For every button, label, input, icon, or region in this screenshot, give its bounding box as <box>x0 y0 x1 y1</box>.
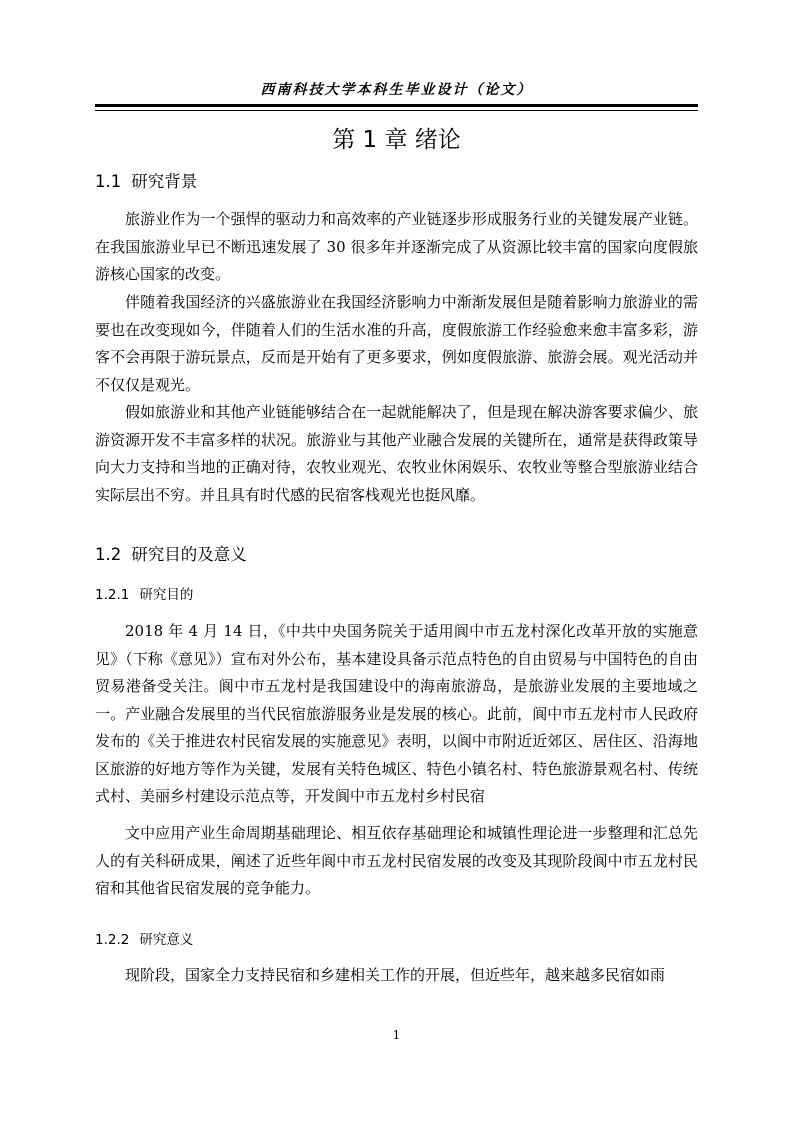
section-heading-1-2 <box>95 541 247 565</box>
subsection-number: 1.2.1 <box>95 587 130 603</box>
section-heading-1-1 <box>95 168 197 192</box>
paragraph-2: 伴随着我国经济的兴盛旅游业在我国经济影响力中渐渐发展但是随着影响力旅游业的需要也在改变现如今，伴随着人们的生活水准的升高，度假旅游工作经验愈来愈丰富多彩，游客不会再限于游玩景点，反而是开始有了更多要求，例如度假旅游、旅游会展。观光活动并不仅仅是观光。 <box>95 293 698 394</box>
paragraph-6: 现阶段，国家全力支持民宿和乡建相关工作的开展，但近些年，越来越多民宿如雨 <box>125 966 666 984</box>
subsection-heading-1-2-2 <box>95 928 193 948</box>
header-rule-thin <box>95 110 698 111</box>
running-header: 西南科技大学本科生毕业设计（论文） <box>260 82 533 98</box>
paragraph-4: 2018 年 4 月 14 日，《中共中央国务院关于适用阆中市五龙村深化改革开放的实施意见》（下称《意见》）宣布对外公布，基本建设具备示范点特色的自由贸易与中国特色的自由贸易港备受关注。阆中市五龙村是我国建设中的海南旅游岛，是旅游业发展的主要地域之一。产业融合发展里的当代民宿旅游服务业是发展的核心。此前，阆中市五龙村市人民政府发布的《关于推进农村民宿发展的实施意见》表明，以阆中市附近近郊区、居住区、沿海地区旅游的好地方等作为关键，发展有关特色城区、特色小镇名村、特色旅游景观名村、传统式村、美丽乡村建设示范点等，开发阆中市五龙村乡村民宿 <box>95 622 698 805</box>
section-number: 1.1 <box>95 172 122 191</box>
chapter-title: 第 1 章 绪论 <box>332 127 461 153</box>
section-title: 研究背景 <box>131 172 198 191</box>
paragraph-1: 旅游业作为一个强悍的驱动力和高效率的产业链逐步形成服务行业的关键发展产业链。在我国旅游业早已不断迅速发展了 30 很多年并逐渐完成了从资源比较丰富的国家向度假旅游核心国家的改变。 <box>95 210 698 283</box>
section-number: 1.2 <box>95 545 122 564</box>
paragraph-3: 假如旅游业和其他产业链能够结合在一起就能解决了，但是现在解决游客要求偏少、旅游资源开发不丰富多样的状况。旅游业与其他产业融合发展的关键所在，通常是获得政策导向大力支持和当地的正确对待，农牧业观光、农牧业休闲娱乐、农牧业等整合型旅游业结合实际层出不穷。并且具有时代感的民宿客栈观光也挺风靡。 <box>95 403 698 504</box>
page-number: 1 <box>392 1028 401 1042</box>
section-title: 研究目的及意义 <box>131 545 247 564</box>
subsection-heading-1-2-1 <box>95 583 193 603</box>
subsection-title: 研究意义 <box>139 932 194 948</box>
subsection-title: 研究目的 <box>139 587 194 603</box>
paragraph-5: 文中应用产业生命周期基础理论、相互依存基础理论和城镇性理论进一步整理和汇总先人的有关科研成果，阐述了近些年阆中市五龙村民宿发展的改变及其现阶段阆中市五龙村民宿和其他省民宿发展的竞争能力。 <box>95 824 698 897</box>
header-rule-thick <box>95 104 698 107</box>
subsection-number: 1.2.2 <box>95 932 130 948</box>
